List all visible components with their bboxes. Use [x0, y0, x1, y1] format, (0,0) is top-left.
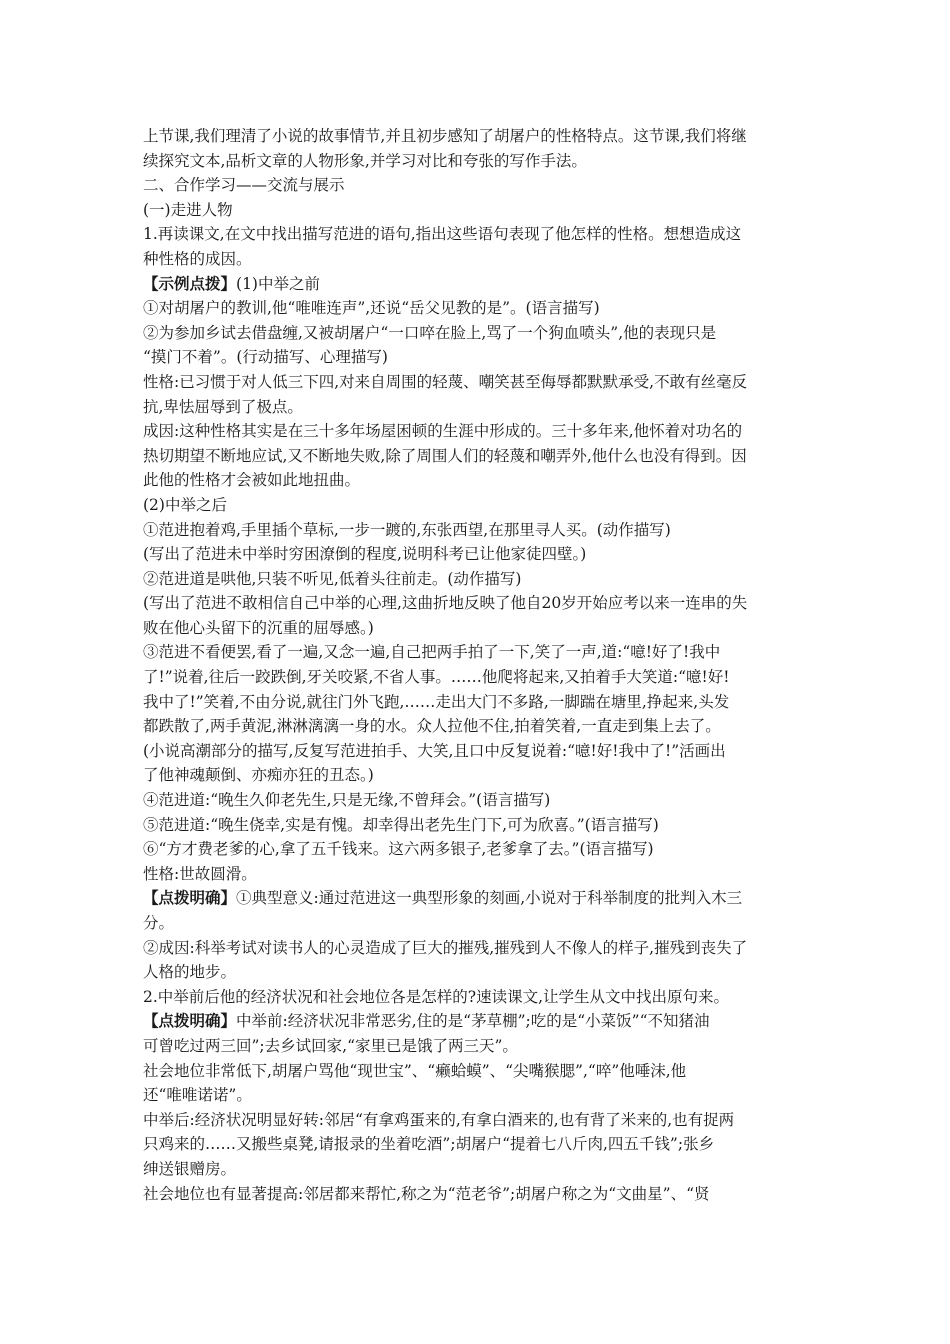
text-line — [143, 1108, 813, 1133]
text-line — [143, 862, 813, 887]
line-text: 此他的性格才会被如此地扭曲。 — [143, 471, 361, 490]
line-text: ②成因:科举考试对读书人的心灵造成了巨大的摧残,摧残到人不像人的样子,摧残到丧失了 — [143, 938, 748, 957]
line-text: 上节课,我们理清了小说的故事情节,并且初步感知了胡屠户的性格特点。这节课,我们将继 — [143, 127, 747, 145]
text-line — [143, 296, 813, 321]
line-text: 1.再读课文,在文中找出描写范进的语句,指出这些语句表现了他怎样的性格。想想造成这 — [143, 225, 742, 244]
text-line — [143, 1157, 813, 1182]
text-line — [143, 1132, 813, 1157]
text-line — [143, 321, 813, 346]
line-text: 抗,卑怯屈辱到了极点。 — [143, 397, 303, 416]
text-line — [143, 591, 813, 616]
text-line — [143, 395, 813, 420]
line-text: ②为参加乡试去借盘缠,又被胡屠户“一口啐在脸上,骂了一个狗血喷头”,他的表现只是 — [143, 323, 717, 342]
line-text: 社会地位也有显著提高:邻居都来帮忙,称之为“范老爷”;胡屠户称之为“文曲星”、“贤 — [143, 1184, 710, 1203]
bold-label: 【点拨明确】 — [143, 1011, 237, 1031]
line-text: 社会地位非常低下,胡屠户骂他“现世宝”、“癞蛤蟆”、“尖嘴猴腮”,“啐”他唾沫,他 — [143, 1061, 687, 1080]
line-text: (写出了范进未中举时穷困潦倒的程度,说明科考已让他家徒四壁。) — [143, 545, 587, 564]
line-text: 续探究文本,品析文章的人物形象,并学习对比和夸张的写作手法。 — [143, 151, 587, 170]
line-text: 了!”说着,往后一跤跌倒,牙关咬紧,不省人事。……他爬将起来,又拍着手大笑道:“噫!好! — [143, 668, 730, 687]
text-line — [143, 419, 813, 444]
text-line — [143, 813, 813, 838]
text-line — [143, 370, 813, 395]
text-line — [143, 468, 813, 493]
text-line — [143, 911, 813, 936]
line-text: 人格的地步。 — [143, 963, 237, 982]
text-line — [143, 124, 813, 149]
line-text: “摸门不着”。(行动描写、心理描写) — [143, 348, 388, 367]
text-line — [143, 985, 813, 1010]
text-line — [143, 640, 813, 665]
text-line — [143, 567, 813, 592]
line-text: ③范进不看便罢,看了一遍,又念一遍,自己把两手拍了一下,笑了一声,道:“噫!好了!我中 — [143, 643, 721, 662]
text-line — [143, 518, 813, 543]
text-line — [143, 936, 813, 961]
line-text: 都跌散了,两手黄泥,淋淋漓漓一身的水。众人拉他不住,拍着笑着,一直走到集上去了。 — [143, 717, 721, 736]
line-text: (写出了范进不敢相信自己中举的心理,这曲折地反映了他自20岁开始应考以来一连串的失 — [143, 594, 748, 613]
line-text: ②范进道是哄他,只装不听见,低着头往前走。(动作描写) — [143, 569, 522, 588]
line-text: 种性格的成因。 — [143, 249, 252, 268]
line-text: 绅送银赠房。 — [143, 1159, 237, 1178]
line-text: 我中了!”笑着,不由分说,就往门外飞跑,……走出大门不多路,一脚踹在塘里,挣起来,头发 — [143, 692, 730, 711]
text-line — [143, 222, 813, 247]
text-line — [143, 198, 813, 223]
text-line — [143, 960, 813, 985]
text-line — [143, 616, 813, 641]
document-page — [143, 124, 813, 1206]
text-line — [143, 665, 813, 690]
text-line — [143, 837, 813, 862]
text-line — [143, 763, 813, 788]
line-text: (小说高潮部分的描写,反复写范进拍手、大笑,且口中反复说着:“噫!好!我中了!”活画出 — [143, 741, 726, 760]
line-text: 败在他心头留下的沉重的屈辱感。) — [143, 618, 374, 637]
line-text: 了他神魂颠倒、亦痴亦狂的丑态。) — [143, 766, 374, 785]
line-text: ①典型意义:通过范进这一典型形象的刻画,小说对于科举制度的批判入木三 — [236, 889, 743, 908]
line-text: 可曾吃过两三回”;去乡试回家,“家里已是饿了两三天”。 — [143, 1036, 518, 1055]
line-text: 二、合作学习——交流与展示 — [143, 176, 345, 195]
line-text: 性格:世故圆滑。 — [143, 864, 257, 883]
line-text: 分。 — [143, 914, 175, 932]
text-line — [143, 1182, 813, 1207]
line-text: ④范进道:“晚生久仰老先生,只是无缘,不曾拜会。”(语言描写) — [143, 791, 551, 810]
text-line — [143, 173, 813, 198]
line-text: (2)中举之后 — [143, 495, 227, 514]
line-text: 性格:已习惯于对人低三下四,对来自周围的轻蔑、嘲笑甚至侮辱都默默承受,不敢有丝毫反 — [143, 372, 748, 391]
text-line — [143, 714, 813, 739]
text-line — [143, 1034, 813, 1059]
text-line — [143, 247, 813, 272]
line-text: 热切期望不断地应试,又不断地失败,除了周围人们的轻蔑和嘲弄外,他什么也没有得到。因 — [143, 446, 747, 465]
text-line — [143, 690, 813, 715]
text-line — [143, 272, 813, 297]
bold-label: 【示例点拨】 — [143, 273, 237, 293]
text-line — [143, 444, 813, 469]
text-line — [143, 788, 813, 813]
line-text: 还“唯唯诺诺”。 — [143, 1086, 252, 1105]
line-text: ⑤范进道:“晚生侥幸,实是有愧。却幸得出老先生门下,可为欣喜。”(语言描写) — [143, 815, 659, 834]
text-line — [143, 1083, 813, 1108]
line-text: ①对胡屠户的教训,他“唯唯连声”,还说“岳父见教的是”。(语言描写) — [143, 299, 600, 318]
text-line — [143, 493, 813, 518]
line-text: (1)中举之前 — [236, 274, 320, 293]
line-text: 中举后:经济状况明显好转:邻居“有拿鸡蛋来的,有拿白酒来的,也有背了米来的,也有捉两 — [143, 1110, 735, 1129]
text-line — [143, 739, 813, 764]
line-text: ①范进抱着鸡,手里插个草标,一步一踱的,东张西望,在那里寻人买。(动作描写) — [143, 520, 671, 539]
line-text: ⑥“方才费老爹的心,拿了五千钱来。这六两多银子,老爹拿了去。”(语言描写) — [143, 840, 654, 859]
text-line — [143, 345, 813, 370]
text-line — [143, 1009, 813, 1034]
text-line — [143, 149, 813, 174]
text-line — [143, 542, 813, 567]
text-line — [143, 886, 813, 911]
line-text: 中举前:经济状况非常恶劣,住的是“茅草棚”;吃的是“小菜饭”“不知猪油 — [236, 1012, 710, 1031]
line-text: (一)走进人物 — [143, 200, 233, 219]
line-text: 只鸡来的……又搬些桌凳,请报录的坐着吃酒”;胡屠户“提着七八斤肉,四五千钱”;张乡 — [143, 1135, 715, 1154]
text-line — [143, 1059, 813, 1084]
line-text: 成因:这种性格其实是在三十多年场屋困顿的生涯中形成的。三十多年来,他怀着对功名的 — [143, 422, 743, 441]
bold-label: 【点拨明确】 — [143, 888, 237, 908]
line-text: 2.中举前后他的经济状况和社会地位各是怎样的?速读课文,让学生从文中找出原句来。 — [143, 987, 730, 1006]
